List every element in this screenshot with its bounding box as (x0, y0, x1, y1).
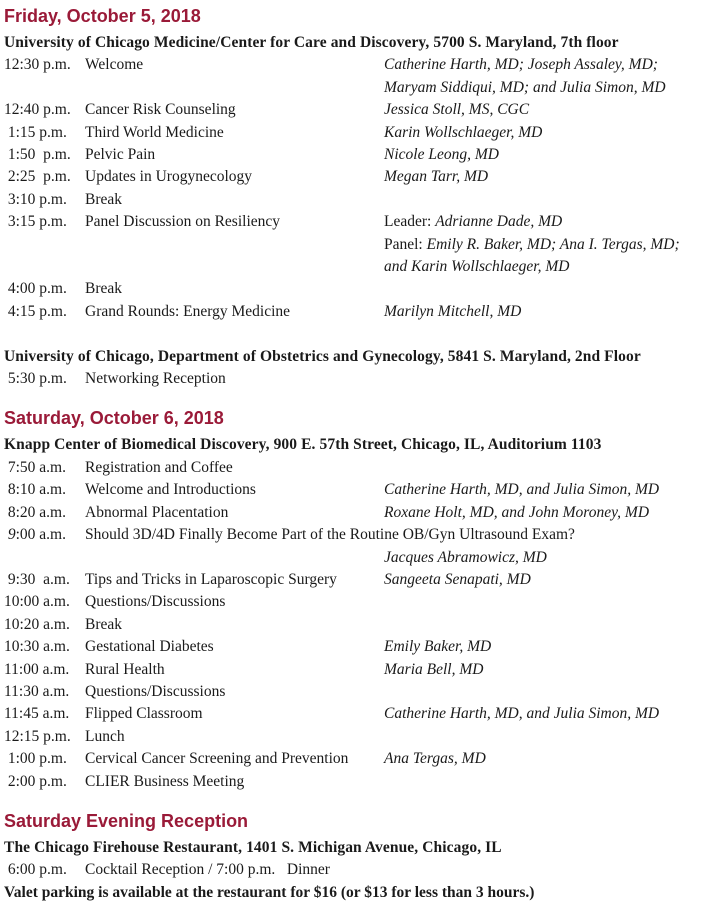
speaker-line (384, 99, 701, 121)
session-title: Grand Rounds: Energy Medicine (85, 302, 291, 320)
time-cell: 8:10 a.m. (4, 481, 66, 499)
schedule-row (4, 502, 701, 524)
schedule-row (4, 368, 701, 390)
time-cell: 9:00 a.m. (7, 526, 66, 544)
session-title: Abnormal Placentation (85, 503, 229, 521)
speaker-list (384, 301, 701, 323)
time-cell: 4:15 p.m. (4, 302, 67, 320)
session-title: Cervical Cancer Screening and Prevention (85, 750, 349, 768)
speaker-name: Megan Tarr, MD (384, 168, 489, 186)
schedule-row (4, 457, 701, 479)
time-cell: 3:15 p.m. (4, 213, 67, 231)
day-heading: Saturday Evening Reception (4, 810, 249, 831)
schedule-row (4, 569, 701, 591)
schedule-row (4, 636, 701, 658)
speaker-name: Catherine Harth, MD; Joseph Assaley, MD; (384, 56, 658, 74)
time-cell: 8:20 a.m. (4, 503, 66, 521)
speaker-name: Jacques Abramowicz, MD (384, 548, 547, 566)
time-cell: 12:40 p.m. (4, 101, 71, 119)
time-cell: 11:45 a.m. (4, 705, 70, 723)
speaker-name: Marilyn Mitchell, MD (384, 302, 522, 320)
session-title: Networking Reception (85, 370, 226, 388)
session-title: Welcome (85, 56, 144, 74)
speaker-list (384, 569, 701, 591)
location-line: University of Chicago, Department of Obstetrics and Gynecology, 5841 S. Maryland, 2nd Floor (4, 347, 641, 365)
speaker-line (384, 301, 701, 323)
time-cell: 2:00 p.m. (4, 772, 67, 790)
speaker-list (384, 122, 701, 144)
session-title: Panel Discussion on Resiliency (85, 213, 281, 231)
schedule-row (4, 659, 701, 681)
speaker-line (384, 54, 701, 76)
schedule-row (4, 748, 701, 770)
session-title: Tips and Tricks in Laparoscopic Surgery (85, 570, 337, 588)
speaker-line (384, 211, 701, 233)
time-cell: 1:00 p.m. (4, 750, 67, 768)
speaker-line (384, 569, 701, 591)
session-title: Questions/Discussions (85, 593, 226, 611)
schedule-row (4, 614, 701, 636)
time-cell: 11:00 a.m. (4, 660, 70, 678)
schedule-row (4, 211, 701, 278)
time-cell: 9:30 a.m. (4, 570, 70, 588)
speaker-name: Maria Bell, MD (384, 660, 484, 678)
speaker-name: Karin Wollschlaeger, MD (384, 123, 543, 141)
speaker-line (384, 659, 701, 681)
speaker-list (384, 502, 701, 524)
schedule-row (4, 144, 701, 166)
speaker-line (384, 636, 701, 658)
time-cell: 7:50 a.m. (4, 458, 66, 476)
speaker-list (384, 636, 701, 658)
time-cell: 10:20 a.m. (4, 615, 70, 633)
session-title: Break (85, 280, 123, 298)
speaker-list (384, 211, 701, 278)
time-cell: 12:15 p.m. (4, 727, 71, 745)
speaker-list (384, 703, 701, 725)
speaker-name: Nicole Leong, MD (384, 146, 499, 164)
speaker-list (4, 547, 701, 569)
location-line: University of Chicago Medicine/Center for Care and Discovery, 5700 S. Maryland, 7th floor (4, 34, 619, 51)
time-cell: 1:50 p.m. (4, 146, 71, 164)
speaker-list (384, 54, 701, 99)
speaker-list (384, 144, 701, 166)
session-title: CLIER Business Meeting (85, 772, 245, 790)
time-cell: 6:00 p.m. (4, 861, 67, 879)
schedule-row (4, 859, 701, 881)
speaker-list (384, 99, 701, 121)
time-cell: 3:10 p.m. (4, 190, 67, 208)
session-title: Third World Medicine (85, 123, 224, 141)
speaker-role-label: Panel: (384, 235, 427, 253)
schedule-row (4, 479, 701, 501)
speaker-name: Emily R. Baker, MD; Ana I. Tergas, MD; (426, 235, 680, 253)
time-cell: 1:15 p.m. (4, 123, 67, 141)
speaker-line (384, 547, 701, 569)
time-cell: 10:00 a.m. (4, 593, 70, 611)
speaker-line (384, 479, 701, 501)
speaker-line (384, 122, 701, 144)
speaker-line (384, 77, 701, 99)
speaker-name: Catherine Harth, MD, and Julia Simon, MD (384, 481, 660, 499)
speaker-name: Ana Tergas, MD (384, 750, 486, 768)
speaker-list (384, 479, 701, 501)
session-title: Break (85, 190, 123, 208)
schedule-row (4, 99, 701, 121)
session-title: Cancer Risk Counseling (85, 101, 236, 119)
speaker-name: and Karin Wollschlaeger, MD (384, 258, 570, 276)
speaker-name: Emily Baker, MD (384, 638, 492, 656)
speaker-line (384, 502, 701, 524)
schedule-row (4, 278, 701, 300)
session-title: Lunch (85, 727, 125, 745)
session-title: Updates in Urogynecology (85, 168, 253, 186)
time-cell: 4:00 p.m. (4, 280, 67, 298)
schedule-document (4, 5, 701, 904)
time-cell: 5:30 p.m. (4, 370, 67, 388)
location-line: Knapp Center of Biomedical Discovery, 900 E. 57th Street, Chicago, IL, Auditorium 1103 (4, 436, 602, 454)
time-cell: 2:25 p.m. (4, 168, 71, 186)
session-title: Gestational Diabetes (85, 638, 214, 656)
speaker-line (384, 703, 701, 725)
time-cell: 11:30 a.m. (4, 682, 70, 700)
session-title: Rural Health (85, 660, 165, 678)
day-heading: Saturday, October 6, 2018 (4, 408, 224, 429)
speaker-list (384, 659, 701, 681)
session-title: Pelvic Pain (85, 146, 156, 164)
spacer (4, 323, 701, 345)
speaker-line (384, 166, 701, 188)
time-italic-digit: 9 (7, 526, 16, 544)
speaker-line (384, 256, 701, 278)
speaker-name: Jessica Stoll, MS, CGC (384, 101, 530, 119)
session-title: Questions/Discussions (85, 682, 226, 700)
time-cell: 12:30 p.m. (4, 56, 71, 74)
schedule-row (4, 771, 701, 793)
speaker-line (384, 144, 701, 166)
schedule-row (4, 122, 701, 144)
day-heading: Friday, October 5, 2018 (4, 6, 201, 26)
speaker-list (384, 166, 701, 188)
speaker-name: Adrianne Dade, MD (435, 213, 563, 231)
schedule-row (4, 681, 701, 703)
schedule-row (4, 54, 701, 99)
time-cell: 10:30 a.m. (4, 638, 70, 656)
session-title: Flipped Classroom (85, 705, 203, 723)
schedule-row (4, 726, 701, 748)
session-title: Should 3D/4D Finally Become Part of the Routine OB/Gyn Ultrasound Exam? (85, 526, 575, 544)
schedule-row (4, 591, 701, 613)
schedule-row (4, 189, 701, 211)
speaker-name: Sangeeta Senapati, MD (384, 570, 531, 588)
speaker-role-label: Leader: (384, 213, 436, 231)
schedule-row (4, 524, 701, 569)
speaker-name: Roxane Holt, MD, and John Moroney, MD (384, 503, 650, 521)
speaker-name: Maryam Siddiqui, MD; and Julia Simon, MD (384, 78, 666, 96)
session-title: Cocktail Reception / 7:00 p.m. Dinner (85, 861, 330, 879)
session-title: Break (85, 615, 123, 633)
schedule-row (4, 166, 701, 188)
speaker-name: Catherine Harth, MD, and Julia Simon, MD (384, 705, 660, 723)
speaker-line (384, 748, 701, 770)
valet-note: Valet parking is available at the restaurant for $16 (or $13 for less than 3 hours.) (4, 883, 535, 901)
schedule-row (4, 301, 701, 323)
session-title: Registration and Coffee (85, 458, 233, 476)
speaker-list (384, 748, 701, 770)
location-line: The Chicago Firehouse Restaurant, 1401 S. Michigan Avenue, Chicago, IL (4, 838, 502, 856)
schedule-row (4, 703, 701, 725)
session-title: Welcome and Introductions (85, 481, 256, 499)
speaker-line (384, 234, 701, 256)
